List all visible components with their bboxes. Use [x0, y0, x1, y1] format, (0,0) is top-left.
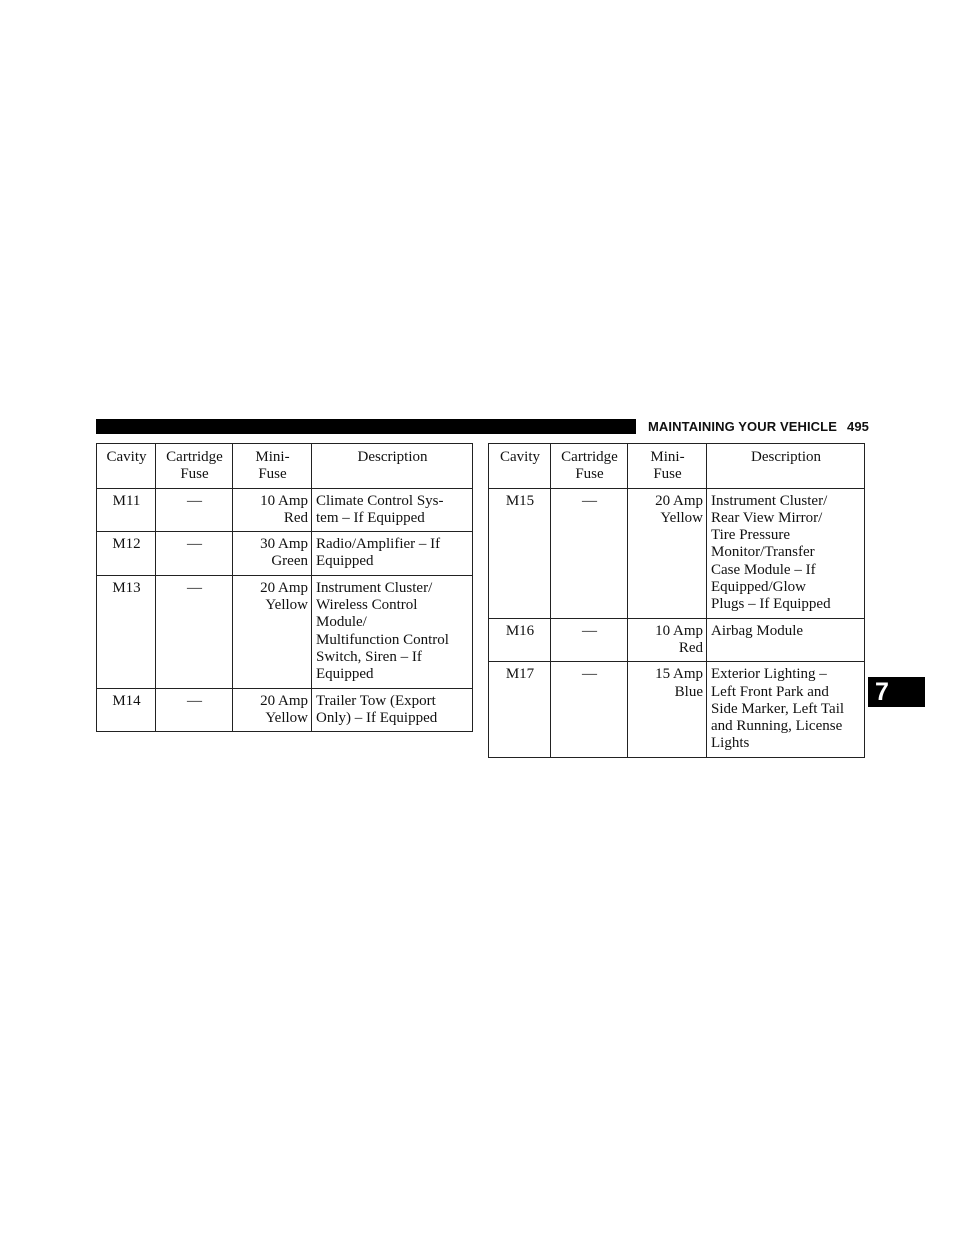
table-header-row [489, 444, 865, 489]
mini-fuse-color: Yellow [265, 597, 308, 614]
cell-description [312, 488, 473, 532]
header-description: Description [707, 444, 865, 489]
cell-cavity [489, 488, 551, 618]
table-row [97, 688, 473, 732]
mini-fuse-color: Green [271, 553, 308, 570]
description-line: Only) – If Equipped [316, 709, 438, 726]
page-number: 495 [846, 419, 869, 434]
description-line: Lights [711, 735, 750, 752]
cavity-value: M17 [505, 666, 535, 683]
description-line: Climate Control Sys- [316, 492, 444, 509]
mini-fuse-amperage: 20 Amp [260, 579, 308, 596]
mini-fuse-color: Yellow [660, 509, 703, 526]
cell-cartridge-fuse [551, 488, 628, 618]
mini-fuse-amperage: 10 Amp [260, 492, 308, 509]
cartridge-value: — [187, 536, 202, 553]
description-line: Equipped/Glow [711, 579, 806, 596]
cavity-value: M14 [112, 692, 141, 709]
fuse-table-right [488, 443, 865, 758]
mini-fuse-amperage: 20 Amp [655, 492, 703, 509]
cell-mini-fuse [233, 488, 312, 532]
cell-mini-fuse [233, 575, 312, 688]
description-line: Switch, Siren – If [316, 648, 422, 665]
mini-fuse-color: Blue [674, 683, 703, 700]
cell-cavity [97, 575, 156, 688]
cell-description [707, 618, 865, 662]
cell-mini-fuse [628, 488, 707, 618]
cartridge-value: — [582, 666, 597, 683]
section-title: MAINTAINING YOUR VEHICLE [648, 419, 837, 434]
description-line: Instrument Cluster/ [316, 579, 433, 596]
description-line: Rear View Mirror/ [711, 509, 823, 526]
cartridge-value: — [582, 492, 597, 509]
cell-cartridge-fuse [551, 618, 628, 662]
cell-cavity [97, 532, 156, 576]
description-line: Side Marker, Left Tail [711, 700, 845, 717]
cell-mini-fuse [233, 532, 312, 576]
table-row [97, 575, 473, 688]
header-mini-fuse: Mini- Fuse [233, 444, 312, 489]
cell-cartridge-fuse [156, 488, 233, 532]
mini-fuse-amperage: 15 Amp [655, 666, 703, 683]
description-line: Case Module – If [711, 561, 816, 578]
chapter-tab: 7 [868, 677, 925, 707]
description-line: Equipped [316, 553, 374, 570]
header-rule [96, 419, 636, 434]
cell-cavity [489, 662, 551, 757]
description-line: Monitor/Transfer [711, 544, 815, 561]
header-cavity: Cavity [97, 444, 156, 489]
header-cartridge-fuse: Cartridge Fuse [551, 444, 628, 489]
cavity-value: M15 [505, 492, 535, 509]
cell-description [312, 575, 473, 688]
cell-cartridge-fuse [156, 575, 233, 688]
description-line: Exterior Lighting – [711, 666, 827, 683]
mini-fuse-amperage: 20 Amp [260, 692, 308, 709]
header-cartridge-fuse: Cartridge Fuse [156, 444, 233, 489]
cartridge-value: — [187, 692, 202, 709]
table-header-row [97, 444, 473, 489]
mini-fuse-amperage: 10 Amp [655, 622, 703, 639]
table-row [97, 488, 473, 532]
description-line: Radio/Amplifier – If [316, 536, 441, 553]
table-row [489, 488, 865, 618]
description-line: Plugs – If Equipped [711, 596, 831, 613]
running-header [648, 418, 869, 436]
description-line: Equipped [316, 666, 374, 683]
header-description: Description [312, 444, 473, 489]
cell-mini-fuse [628, 662, 707, 757]
cell-cartridge-fuse [156, 688, 233, 732]
cell-description [312, 532, 473, 576]
cell-cartridge-fuse [551, 662, 628, 757]
description-line: Trailer Tow (Export [316, 692, 436, 709]
cavity-value: M16 [505, 622, 535, 639]
cell-cavity [489, 618, 551, 662]
description-line: Airbag Module [711, 622, 804, 639]
cell-cavity [97, 688, 156, 732]
table-row [489, 618, 865, 662]
header-mini-fuse: Mini- Fuse [628, 444, 707, 489]
mini-fuse-color: Yellow [265, 709, 308, 726]
cartridge-value: — [187, 579, 202, 596]
cell-cartridge-fuse [156, 532, 233, 576]
description-line: Module/ [316, 614, 367, 631]
cell-description [707, 488, 865, 618]
cavity-value: M13 [112, 579, 141, 596]
cell-description [707, 662, 865, 757]
cartridge-value: — [582, 622, 597, 639]
header-cavity: Cavity [489, 444, 551, 489]
cell-mini-fuse [233, 688, 312, 732]
description-line: Multifunction Control [316, 631, 449, 648]
cell-description [312, 688, 473, 732]
cavity-value: M12 [112, 536, 141, 553]
description-line: and Running, License [711, 718, 843, 735]
description-line: Instrument Cluster/ [711, 492, 828, 509]
fuse-table-left [96, 443, 473, 732]
mini-fuse-amperage: 30 Amp [260, 536, 308, 553]
description-line: Tire Pressure [711, 527, 791, 544]
cavity-value: M11 [112, 492, 141, 509]
cell-mini-fuse [628, 618, 707, 662]
description-line: tem – If Equipped [316, 509, 425, 526]
cell-cavity [97, 488, 156, 532]
mini-fuse-color: Red [678, 639, 703, 656]
description-line: Wireless Control [316, 597, 418, 614]
table-row [97, 532, 473, 576]
cartridge-value: — [187, 492, 202, 509]
description-line: Left Front Park and [711, 683, 829, 700]
mini-fuse-color: Red [283, 509, 308, 526]
table-row [489, 662, 865, 757]
